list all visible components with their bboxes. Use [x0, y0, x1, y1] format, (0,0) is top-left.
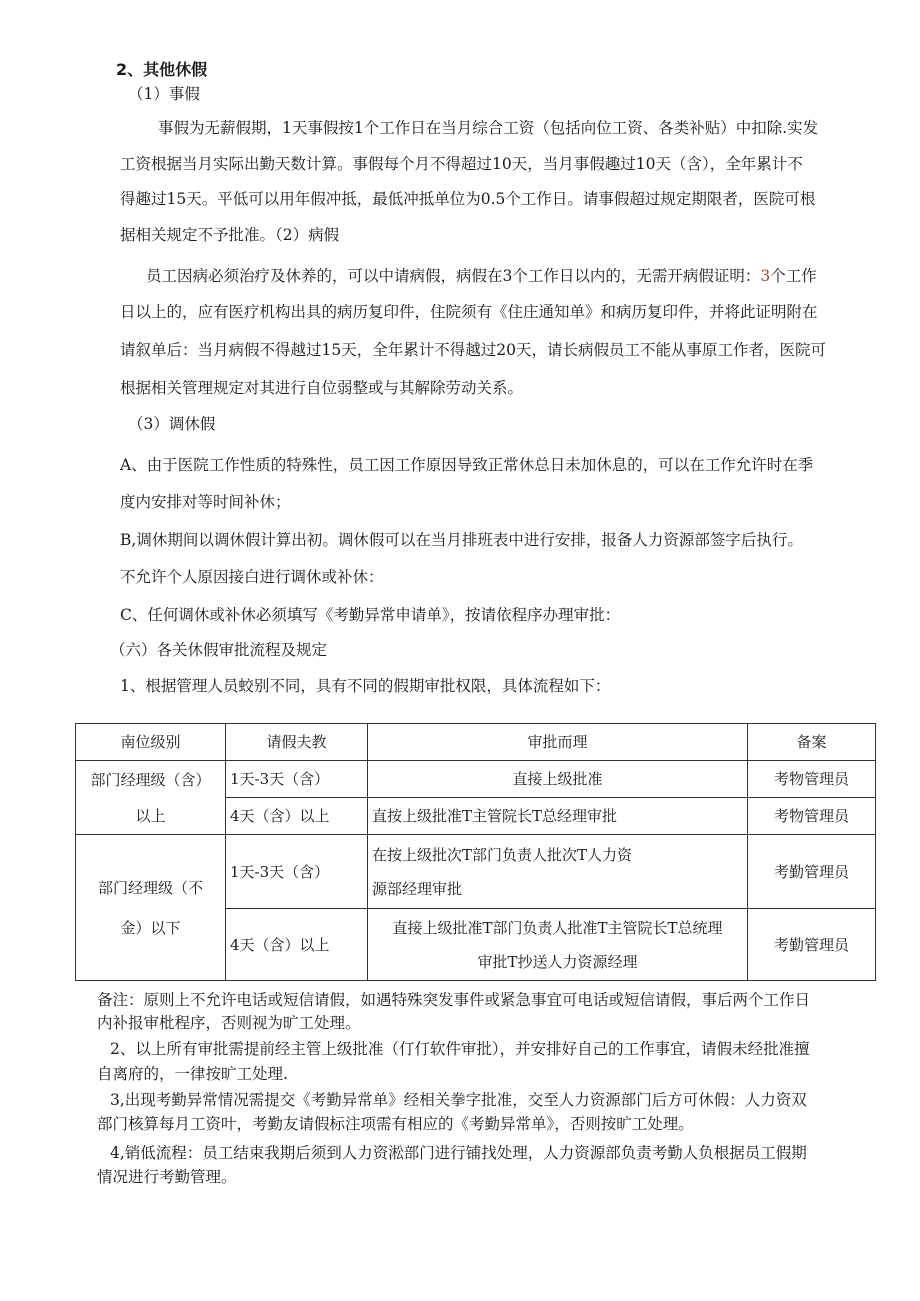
note-line: 自离府的，一律按旷工处理. — [97, 1065, 288, 1083]
text-run: 员工因病必须治疗及休养的，可以中请病假，病假在3个工作日以内的，无需开病假证明： — [146, 267, 761, 285]
note-line: 情况进行考勤管理。 — [97, 1168, 237, 1186]
paragraph-line: 请叙单后：当月病假不得越过15天，全年累计不得越过20天，请长病假员工不能从事原工作者，医院可 — [120, 341, 826, 359]
table-header-cell: 请假夫教 — [226, 724, 368, 761]
process-line: 审批T抄送人力资源经理 — [477, 952, 638, 971]
record-cell: 考物管理员 — [748, 761, 876, 798]
note-line: 部门核算每月工资叶，考勤友请假标注项需有相应的《考勤异常单》，否则按旷工处理。 — [97, 1115, 694, 1133]
text-run: 个工作 — [770, 267, 817, 285]
level-text: 部门经理级（不 — [97, 878, 203, 897]
level-cell — [76, 761, 226, 835]
process-line: 直接上级批准T部门负责人批准T主管院长T总统理 — [392, 918, 723, 937]
section-title-approval: （六）各关休假审批流程及规定 — [110, 641, 328, 659]
record-cell: 考勤管理员 — [748, 835, 876, 909]
note-line: 4,销低流程：员工结束我期后须到人力资淞部门进行铺找处理，人力资源部负责考勤人负根据员工假期 — [110, 1144, 807, 1162]
level-cell — [76, 835, 226, 981]
note-line: 2、以上所有审批需提前经主管上级批准（仃仃软件审批），并安排好自己的工作事宜，请假未经批准擅 — [110, 1040, 810, 1058]
paragraph-line — [146, 266, 817, 286]
section-heading: 2、其他休假 — [116, 60, 208, 79]
process-cell: 直接上级批准 — [368, 761, 748, 798]
level-text: 金）以下 — [120, 918, 181, 937]
paragraph-line: C、任何调休或补休必须填写《考勤异常申请单》，按请依程序办理审批： — [120, 606, 621, 624]
days-cell: 4天（含）以上 — [226, 798, 368, 835]
record-cell: 考勤管理员 — [748, 909, 876, 981]
note-line: 内补报审枇程序，否则视为旷工处理。 — [97, 1014, 361, 1032]
note-line: 备注：原则上不允许电话或短信请假，如遇特殊突发事件或紧急事宜可电话或短信请假，事后两个工作日 — [97, 991, 811, 1009]
level-text: 部门经理级（含） — [90, 770, 211, 789]
paragraph-line: 根据相关管理规定对其进行自位弱整或与其解除劳动关系。 — [120, 379, 524, 397]
level-text: 以上 — [135, 806, 166, 825]
days-cell: 1天-3天（含） — [226, 835, 368, 909]
paragraph-line: 得趣过15天。平低可以用年假冲抵，最低冲抵单位为0.5个工作日。请事假超过规定期限者，医院可根 — [120, 190, 816, 208]
paragraph-line: B,调休期间以调休假计算出初。调休假可以在当月排班表中进行安排，报备人力资源部签字后执行。 — [120, 531, 803, 549]
subsection-title-comp-leave: （3）调休假 — [128, 415, 216, 433]
highlight-number: 3 — [760, 267, 771, 285]
paragraph-line: 度内安排对等时间补休； — [120, 493, 291, 511]
process-cell — [368, 909, 748, 981]
days-cell: 1天-3天（含） — [226, 761, 368, 798]
paragraph-line: 据相关规定不予批准。（2）病假 — [120, 226, 340, 244]
table-header-cell: 审批而理 — [368, 724, 748, 761]
paragraph-line: 工资根据当月实际出勤天数计算。事假每个月不得超过10天，当月事假趣过10天（含），全年累计不 — [120, 155, 803, 173]
paragraph-line: A、由于医院工作性质的特殊性，员工因工作原因导致正常休总日未加休息的，可以在工作允许时在季 — [120, 456, 814, 474]
days-cell: 4天（含）以上 — [226, 909, 368, 981]
table-header-cell: 备案 — [748, 724, 876, 761]
paragraph-line: 不允许个人原因接白进行调休或补休： — [120, 568, 384, 586]
leave-approval-table — [75, 723, 876, 981]
process-cell — [368, 835, 748, 909]
process-line: 源部经理审批 — [372, 879, 463, 898]
subsection-title-personal-leave: （1）事假 — [128, 85, 200, 103]
process-line: 在按上级批次T部门负责人批次T人力资 — [372, 845, 633, 864]
note-line: 3,出现考勤异常情况需提交《考勤异常单》经相关拳字批准，交至人力资源部门后方可休假：人力资双 — [110, 1091, 807, 1109]
record-cell: 考物管理员 — [748, 798, 876, 835]
paragraph-line: 事假为无薪假期，1天事假按1个工作日在当月综合工资（包括向位工资、各类补贴）中扣除.实发 — [158, 119, 819, 137]
process-cell: 直按上级批准T主管院长T总经理审批 — [368, 798, 748, 835]
paragraph-line: 1、根据管理人员蛟别不同，具有不同的假期审批权限，具体流程如下： — [120, 677, 611, 695]
paragraph-line: 日以上的，应有医疗机构出具的病历复印件，住院须有《住庄通知单》和病历复印件，并将此证明附在 — [120, 303, 818, 321]
table-header-cell: 南位级别 — [76, 724, 226, 761]
